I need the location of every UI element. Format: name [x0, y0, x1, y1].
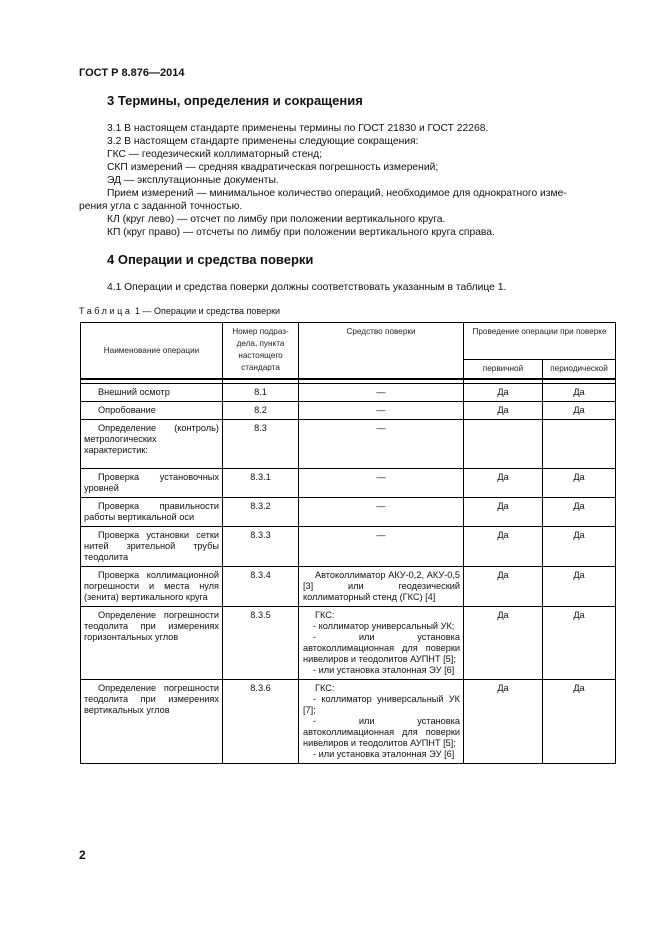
verification-means-list: ГКС: - коллиматор универсальный УК; - или установка автоколлимационная для поверки нивелиров и теодолитов АУПНТ [5]; - или установка эталонная ЭУ [6]	[299, 607, 464, 680]
page-number: 2	[79, 848, 86, 862]
table-row: Проверка установочных уровней 8.3.1 — Да Да	[81, 469, 616, 498]
header-section-number: Номер подраз-дела, пункта настоящего стандарта	[223, 323, 299, 380]
paragraph-3-1: 3.1 В настоящем стандарте применены термины по ГОСТ 21830 и ГОСТ 22268.	[107, 123, 489, 134]
table-row: Проверка установки сетки нитей зрительной трубы теодолита 8.3.3 — Да Да	[81, 527, 616, 567]
abbreviation-gks: ГКС — геодезический коллиматорный стенд;	[107, 149, 323, 160]
section-4-title: 4 Операции и средства поверки	[107, 252, 314, 267]
paragraph-measurement-method-cont: рения угла с заданной точностью.	[79, 201, 243, 212]
table-row: Внешний осмотр 8.1 — Да Да	[81, 384, 616, 402]
header-periodic: периодической	[543, 360, 616, 380]
section-3-title: 3 Термины, определения и сокращения	[107, 93, 363, 108]
header-operation-name: Наименование операции	[81, 323, 223, 380]
paragraph-4-1: 4.1 Операции и средства поверки должны соответствовать указанным в таблице 1.	[107, 282, 507, 293]
table-row: Определение (контроль) метрологических характеристик: 8.3 —	[81, 420, 616, 469]
verification-means-list: ГКС: - коллиматор универсальный УК [7]; - или установка автоколлимационная для поверки нивелиров и теодолитов АУПНТ [5]; - или установка эталонная ЭУ [6]	[299, 680, 464, 764]
paragraph-kp: КП (круг право) — отсчеты по лимбу при положении вертикального круга справа.	[107, 227, 495, 238]
header-primary: первичной	[464, 360, 543, 380]
paragraph-3-2: 3.2 В настоящем стандарте применены следующие сокращения:	[107, 136, 419, 147]
header-conduct: Проведение операции при поверке	[464, 323, 616, 360]
abbreviation-skp: СКП измерений — средняя квадратическая погрешность измерений;	[107, 162, 439, 173]
table-row: Проверка правильности работы вертикальной оси 8.3.2 — Да Да	[81, 498, 616, 527]
table-caption: Таблица 1 — Операции и средства поверки	[79, 306, 281, 316]
table-row: Опробование 8.2 — Да Да	[81, 402, 616, 420]
paragraph-measurement-method: Прием измерений — минимальное количество операций, необходимое для однократного изме-	[107, 188, 567, 199]
document-header: ГОСТ Р 8.876—2014	[79, 67, 185, 79]
header-verification-means: Средство поверки	[299, 323, 464, 380]
table-row: Определение погрешности теодолита при измерениях вертикальных углов 8.3.6 ГКС: - коллиматор универсальный УК [7]; - или установка автоколлимационная для поверки нивелиров и теодолитов АУПНТ [5]; - или установка эталонная ЭУ [6] Да Да	[81, 680, 616, 764]
paragraph-kl: КЛ (круг лево) — отсчет по лимбу при положении вертикального круга.	[107, 214, 446, 225]
abbreviation-ed: ЭД — эксплутационные документы.	[107, 175, 279, 186]
operations-table	[80, 322, 616, 764]
table-row: Проверка коллимационной погрешности и места нуля (зенита) вертикального круга 8.3.4 Автоколлиматор АКУ-0,2, АКУ-0,5 [3] или геодезический коллиматорный стенд (ГКС) [4] Да Да	[81, 567, 616, 607]
table-row: Определение погрешности теодолита при измерениях горизонтальных углов 8.3.5 ГКС: - коллиматор универсальный УК; - или установка автоколлимационная для поверки нивелиров и теодолитов АУПНТ [5]; - или установка эталонная ЭУ [6] Да Да	[81, 607, 616, 680]
